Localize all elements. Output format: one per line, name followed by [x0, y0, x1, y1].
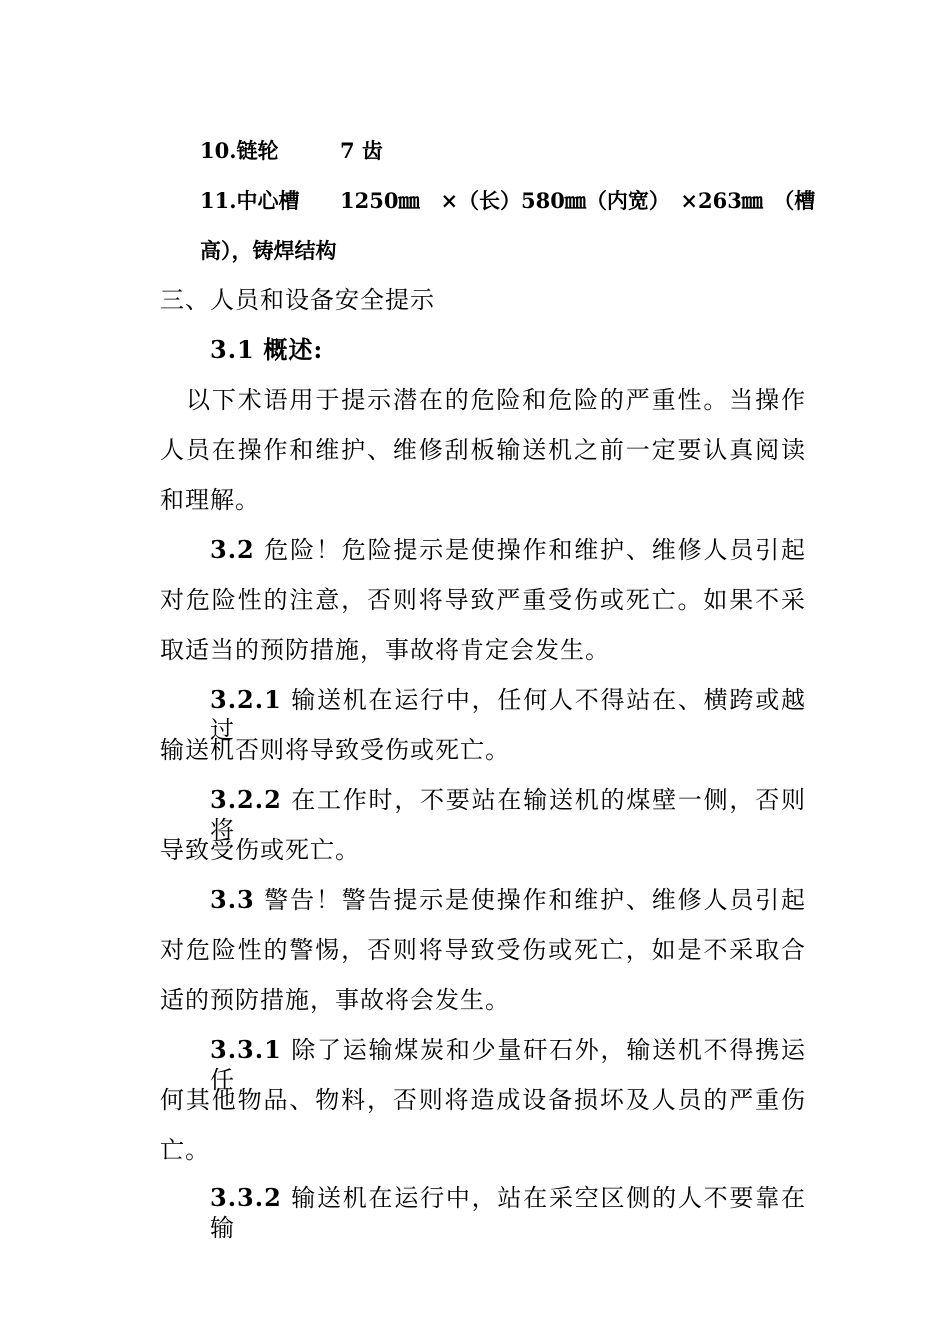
paragraph-line: 导致受伤或死亡。 — [160, 836, 360, 864]
paragraph-line: 对危险性的警惕，否则将导致受伤或死亡，如是不采取合 — [160, 936, 806, 964]
subsection-number: 3.3 — [210, 885, 255, 914]
paragraph-text: 输送机在运行中，站在采空区侧的人不要靠在输 — [210, 1184, 806, 1242]
paragraph-line: 何其他物品、物料，否则将造成设备损坏及人员的严重伤 — [160, 1086, 806, 1114]
paragraph-text: 在工作时，不要站在输送机的煤壁一侧，否则将 — [210, 786, 806, 844]
subsection-title: 概述: — [263, 335, 324, 364]
subsection-3-3-first-line — [210, 885, 806, 915]
paragraph-text: 危险！危险提示是使操作和维护、维修人员引起 — [264, 536, 806, 564]
paragraph-line: 以下术语用于提示潜在的危险和危险的严重性。当操作 — [186, 386, 806, 414]
subsection-number: 3.2.2 — [210, 785, 282, 814]
subsection-3-1-title — [210, 335, 323, 365]
spec-center-trough — [200, 186, 815, 216]
subsection-number: 3.1 — [210, 335, 255, 364]
subsection-3-2-first-line — [210, 535, 806, 565]
paragraph-text: 输送机在运行中，任何人不得站在、横跨或越过 — [210, 686, 806, 744]
paragraph-line: 取适当的预防措施，事故将肯定会发生。 — [160, 636, 610, 664]
paragraph-line: 对危险性的注意，否则将导致严重受伤或死亡。如果不采 — [160, 586, 806, 614]
subsection-number: 3.3.1 — [210, 1035, 282, 1064]
section-heading: 三、人员和设备安全提示 — [160, 286, 435, 314]
paragraph-text: 除了运输煤炭和少量矸石外，输送机不得携运任 — [210, 1036, 806, 1094]
spec-sprocket — [200, 136, 383, 166]
paragraph-line: 人员在操作和维护、维修刮板输送机之前一定要认真阅读 — [160, 436, 806, 464]
paragraph-line: 输送机否则将导致受伤或死亡。 — [160, 736, 510, 764]
paragraph-line: 适的预防措施，事故将会发生。 — [160, 986, 510, 1014]
subsection-3-3-2-first-line — [210, 1183, 806, 1243]
spec-center-trough-cont: 高），铸焊结构 — [200, 238, 337, 263]
paragraph-line: 和理解。 — [160, 486, 260, 514]
spec-center-trough-label: 11.中心槽 — [200, 188, 300, 213]
spec-center-trough-value: 1250㎜ ×（长）580㎜（内宽） ×263㎜ （槽 — [340, 188, 816, 213]
subsection-number: 3.2.1 — [210, 685, 282, 714]
subsection-number: 3.3.2 — [210, 1183, 282, 1212]
paragraph-text: 警告！警告提示是使操作和维护、维修人员引起 — [264, 886, 806, 914]
subsection-number: 3.2 — [210, 535, 255, 564]
spec-sprocket-value: 7 齿 — [340, 138, 383, 163]
spec-sprocket-label: 10.链轮 — [200, 138, 279, 163]
paragraph-line: 亡。 — [160, 1136, 210, 1164]
